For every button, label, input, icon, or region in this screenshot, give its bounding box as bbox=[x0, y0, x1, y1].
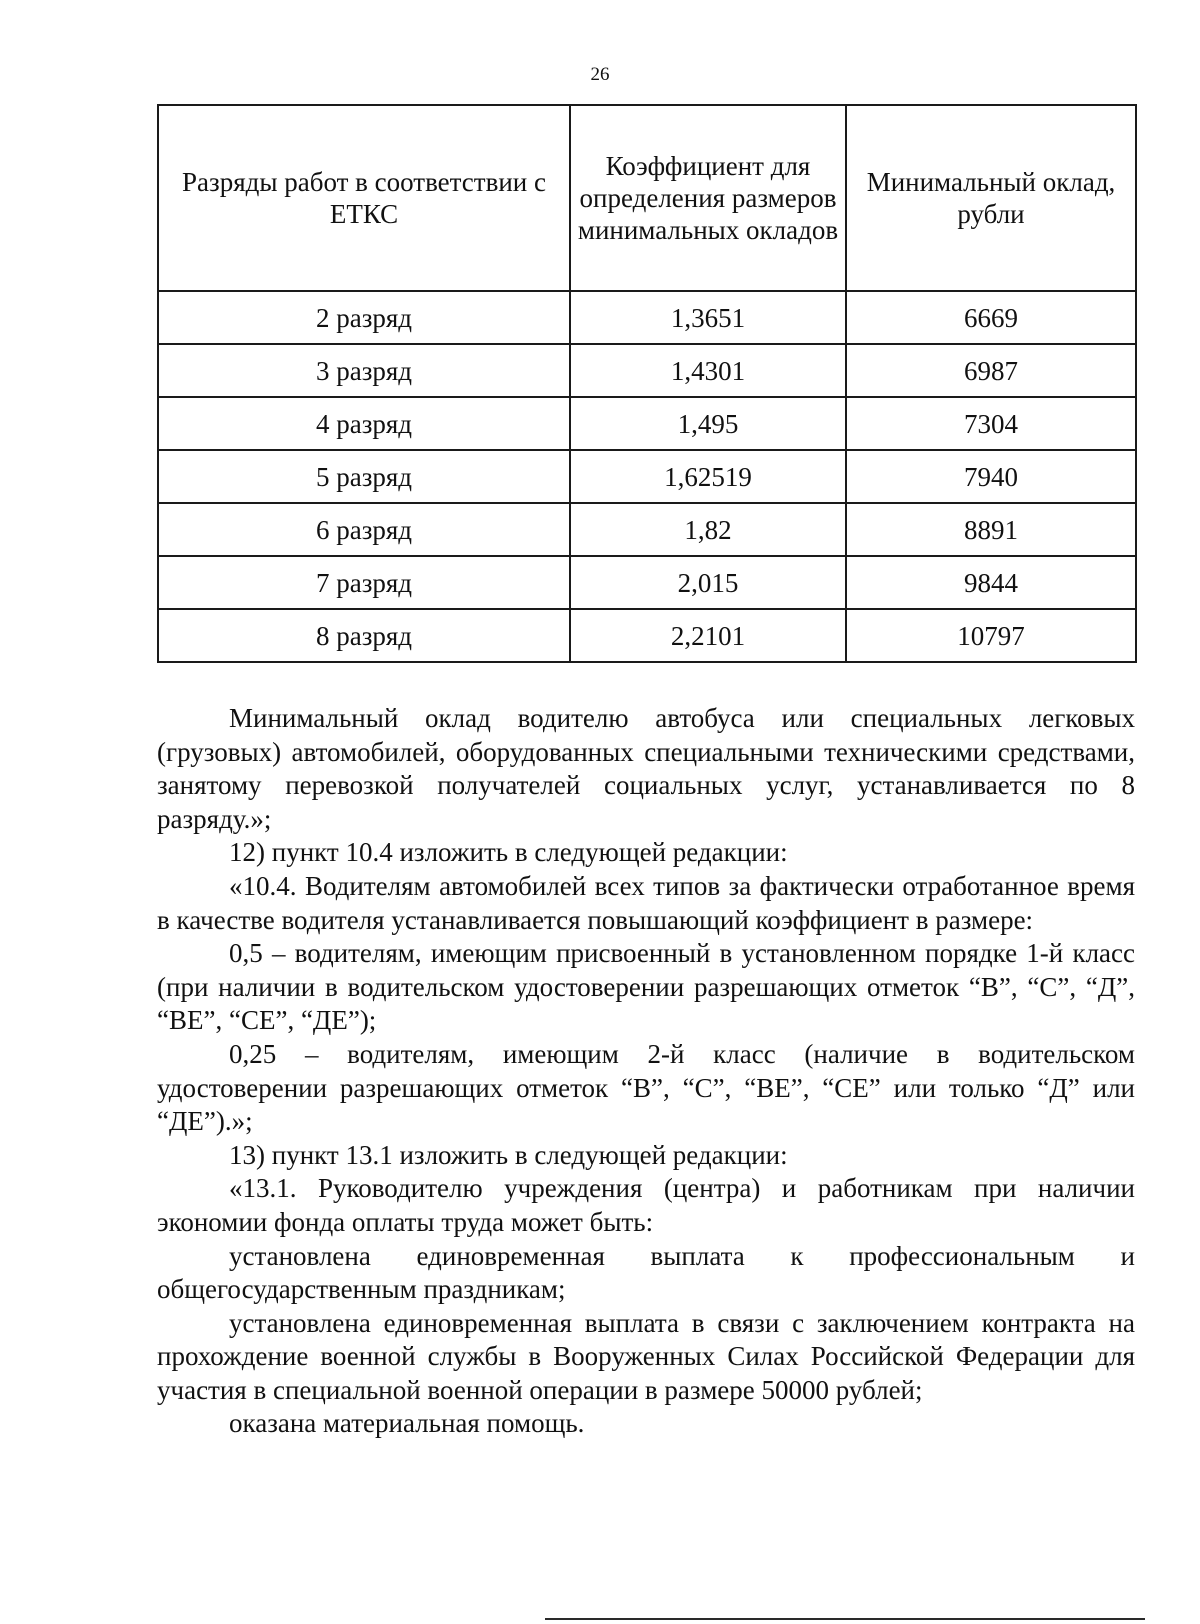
table-row bbox=[158, 450, 1136, 503]
cell-coefficient: 1,495 bbox=[570, 397, 846, 450]
paragraph-material-aid: оказана материальная помощь. bbox=[229, 1408, 585, 1439]
header-grade: Разряды работ в соответствии с ЕТКС bbox=[158, 105, 570, 291]
table-row bbox=[158, 344, 1136, 397]
table-row bbox=[158, 397, 1136, 450]
cell-coefficient: 1,62519 bbox=[570, 450, 846, 503]
cell-salary: 7304 bbox=[846, 397, 1136, 450]
paragraph-min-salary-driver: Минимальный оклад водителю автобуса или специальных легковых (грузовых) автомобилей, оборудованных специальными техническими средствами, занятому перевозкой получателей социальных услуг, устанавливается по 8 разряду.»; bbox=[157, 703, 1135, 834]
cell-coefficient: 2,015 bbox=[570, 556, 846, 609]
paragraph-item-13: 13) пункт 13.1 изложить в следующей редакции: bbox=[229, 1139, 788, 1170]
header-coefficient: Коэффициент для определения размеров минимальных окладов bbox=[570, 105, 846, 291]
paragraph-coefficient-0-25: 0,25 – водителям, имеющим 2-й класс (наличие в водительском удостоверении разрешающих отметок “В”, “С”, “ВЕ”, “СЕ” или только “Д” или “ДЕ”).»; bbox=[157, 1038, 1135, 1137]
table-row bbox=[158, 556, 1136, 609]
cell-salary: 10797 bbox=[846, 609, 1136, 662]
paragraph-holiday-payment: установлена единовременная выплата к профессиональным и общегосударственным праздникам; bbox=[157, 1240, 1135, 1305]
paragraph-clause-13-1: «13.1. Руководителю учреждения (центра) и работникам при наличии экономии фонда оплаты труда может быть: bbox=[157, 1173, 1135, 1237]
paragraph-item-12: 12) пункт 10.4 изложить в следующей редакции: bbox=[229, 837, 788, 868]
table-row bbox=[158, 609, 1136, 662]
cell-grade: 6 разряд bbox=[158, 503, 570, 556]
cell-salary: 7940 bbox=[846, 450, 1136, 503]
cell-salary: 8891 bbox=[846, 503, 1136, 556]
table-row bbox=[158, 291, 1136, 344]
cell-coefficient: 1,4301 bbox=[570, 344, 846, 397]
cell-coefficient: 2,2101 bbox=[570, 609, 846, 662]
cell-salary: 6987 bbox=[846, 344, 1136, 397]
cell-salary: 9844 bbox=[846, 556, 1136, 609]
header-min-salary: Минимальный оклад, рубли bbox=[846, 105, 1136, 291]
cell-grade: 2 разряд bbox=[158, 291, 570, 344]
cell-grade: 7 разряд bbox=[158, 556, 570, 609]
table-row bbox=[158, 503, 1136, 556]
cell-coefficient: 1,3651 bbox=[570, 291, 846, 344]
cell-grade: 4 разряд bbox=[158, 397, 570, 450]
paragraph-coefficient-0-5: 0,5 – водителям, имеющим присвоенный в установленном порядке 1-й класс (при наличии в водительском удостоверении разрешающих отметок “В”, “С”, “Д”, “ВЕ”, “СЕ”, “ДЕ”); bbox=[157, 938, 1135, 1036]
paragraph-clause-10-4: «10.4. Водителям автомобилей всех типов за фактически отработанное время в качестве водителя устанавливается повышающий коэффициент в размере: bbox=[157, 870, 1135, 935]
cell-grade: 5 разряд bbox=[158, 450, 570, 503]
cell-salary: 6669 bbox=[846, 291, 1136, 344]
page-number: 26 bbox=[590, 64, 610, 85]
cell-grade: 3 разряд bbox=[158, 344, 570, 397]
paragraph-military-payment: установлена единовременная выплата в связи с заключением контракта на прохождение военной службы в Вооруженных Силах Российской Федерации для участия в специальной военной операции в размере 50000 рублей; bbox=[157, 1307, 1135, 1405]
cell-coefficient: 1,82 bbox=[570, 503, 846, 556]
document-body bbox=[157, 702, 1135, 1441]
salary-table bbox=[157, 104, 1137, 663]
cell-grade: 8 разряд bbox=[158, 609, 570, 662]
table-header-row bbox=[158, 105, 1136, 291]
footer-divider bbox=[545, 1618, 1145, 1620]
